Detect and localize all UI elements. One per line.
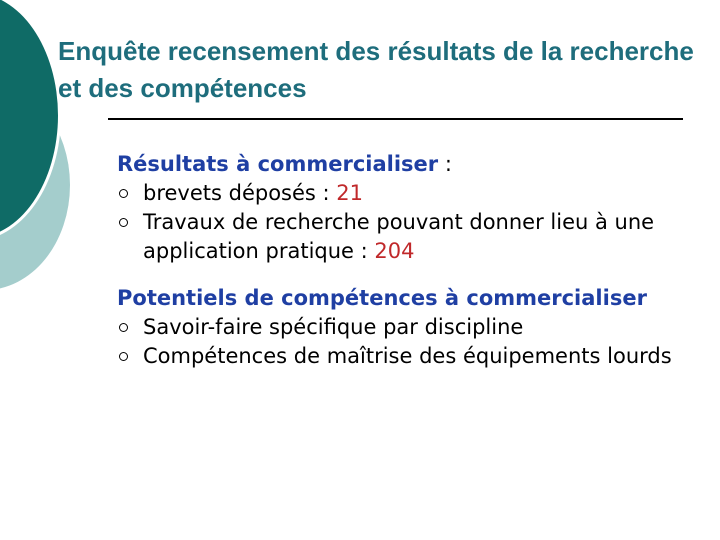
- bullet-text: brevets déposés :: [143, 181, 337, 205]
- bullet-text: Savoir-faire spécifique par discipline: [143, 315, 524, 339]
- title-underline: [108, 118, 683, 120]
- section-heading-text: Résultats à commercialiser: [117, 152, 439, 176]
- bullet-item-savoir-faire: [117, 313, 707, 342]
- bullet-item-travaux: [117, 208, 707, 266]
- bullet-item-equipements: [117, 342, 707, 371]
- hollow-circle-bullet-icon: [119, 323, 128, 332]
- section-resultats: [117, 150, 707, 266]
- hollow-circle-bullet-icon: [119, 218, 128, 227]
- section-competences: [117, 284, 707, 371]
- bullet-list: [117, 313, 707, 371]
- bullet-value: 21: [336, 181, 364, 205]
- bullet-text: Travaux de recherche pouvant donner lieu à une application pratique :: [143, 210, 655, 263]
- bullet-list: [117, 179, 707, 266]
- bullet-value: 204: [374, 239, 415, 263]
- section-heading-text: Potentiels de compétences à commercialiser: [117, 286, 647, 310]
- slide-title: Enquête recensement des résultats de la recherche et des compétences: [58, 36, 694, 103]
- bullet-item-brevets: [117, 179, 707, 208]
- hollow-circle-bullet-icon: [119, 189, 128, 198]
- slide-content: [117, 150, 707, 371]
- hollow-circle-bullet-icon: [119, 352, 128, 361]
- section-heading-suffix: :: [438, 152, 452, 176]
- bullet-text: Compétences de maîtrise des équipements lourds: [143, 344, 672, 368]
- section-heading: [117, 150, 707, 179]
- section-heading: [117, 284, 707, 313]
